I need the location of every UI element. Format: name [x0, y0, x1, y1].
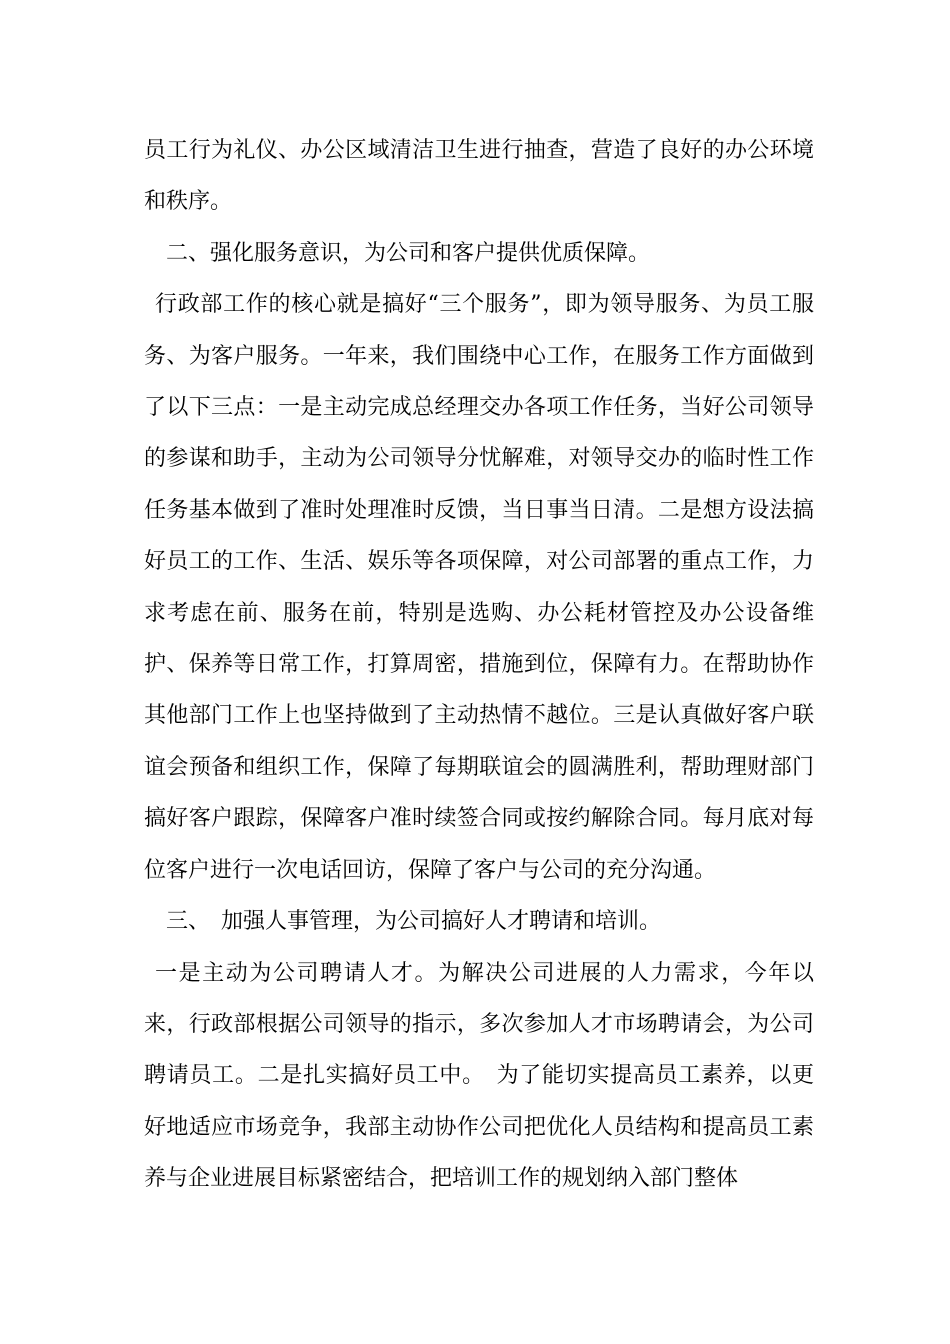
paragraph-recruitment: 一是主动为公司聘请人才。为解决公司进展的人力需求，今年以来，行政部根据公司领导的指示，多次参加人才市场聘请会，为公司聘请员工。二是扎实搞好员工中。 为了能切实提高员工素养，以更好地适应市场竞争，我部主动协作公司把优化人员结构和提高员工素养与企业进展目标紧密结合，把培训工作的规划纳入部门整体	[144, 960, 814, 1192]
document-body	[144, 125, 814, 1205]
paragraph-service: 行政部工作的核心就是搞好“三个服务”，即为领导服务、为员工服务、为客户服务。一年来，我们围绕中心工作，在服务工作方面做到了以下三点：一是主动完成总经理交办各项工作任务，当好公司领导的参谋和助手，主动为公司领导分忧解难，对领导交办的临时性工作任务基本做到了准时处理准时反馈，当日事当日清。二是想方设法搞好员工的工作、生活、娱乐等各项保障，对公司部署的重点工作，力求考虑在前、服务在前，特别是选购、办公耗材管控及办公设备维护、保养等日常工作，打算周密，措施到位，保障有力。在帮助协作其他部门工作上也坚持做到了主动热情不越位。三是认真做好客户联谊会预备和组织工作，保障了每期联谊会的圆满胜利，帮助理财部门搞好客户跟踪，保障客户准时续签合同或按约解除合同。每月底对每位客户进行一次电话回访，保障了客户与公司的充分沟通。	[144, 292, 814, 883]
section-heading-2: 二、强化服务意识，为公司和客户提供优质保障。	[166, 240, 651, 266]
section-heading-3: 三、 加强人事管理，为公司搞好人才聘请和培训。	[166, 909, 662, 935]
paragraph-continuation: 员工行为礼仪、办公区域清洁卫生进行抽查，营造了良好的办公环境和秩序。	[144, 138, 814, 215]
